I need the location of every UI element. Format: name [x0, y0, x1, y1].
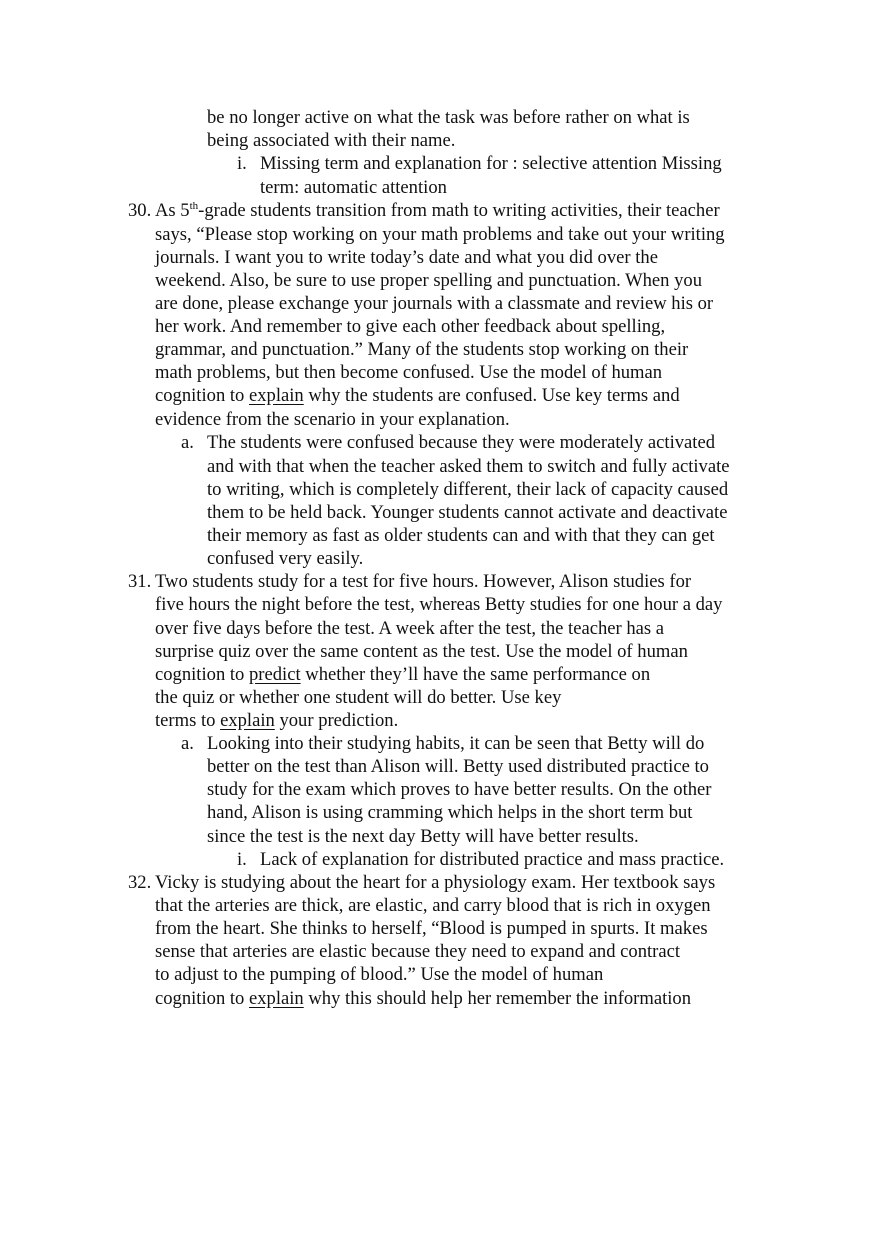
note-marker: i. [237, 153, 247, 174]
answer-line: them to be held back. Younger students cannot activate and deactivate [207, 502, 728, 523]
question-number: 30. [128, 200, 152, 221]
question-line: that the arteries are thick, are elastic, and carry blood that is rich in oxygen [155, 895, 711, 916]
answer-line: The students were confused because they were moderately activated [207, 432, 716, 453]
keyword-explain: explain [249, 988, 304, 1009]
question-line: are done, please exchange your journals with a classmate and review his or [155, 293, 714, 314]
answer-marker: a. [181, 432, 194, 453]
question-number: 31. [128, 571, 152, 592]
grader-note-line: term: automatic attention [260, 177, 447, 198]
answer-line: to writing, which is completely different, their lack of capacity caused [207, 479, 729, 500]
question-line: math problems, but then become confused. Use the model of human [155, 362, 663, 383]
note-marker: i. [237, 849, 247, 870]
answer-line: hand, Alison is using cramming which helps in the short term but [207, 802, 693, 823]
answer-line: since the test is the next day Betty will have better results. [207, 826, 639, 847]
question-line: cognition to predict whether they’ll have the same performance on [155, 664, 651, 685]
keyword-explain: explain [220, 710, 275, 731]
fragment-line: be no longer active on what the task was before rather on what is [207, 107, 690, 128]
question-line: Two students study for a test for five hours. However, Alison studies for [155, 571, 692, 592]
question-line: cognition to explain why this should help her remember the information [155, 988, 692, 1009]
question-line: five hours the night before the test, whereas Betty studies for one hour a day [155, 594, 723, 615]
question-line: over five days before the test. A week after the test, the teacher has a [155, 618, 665, 639]
question-line: from the heart. She thinks to herself, “Blood is pumped in spurts. It makes [155, 918, 708, 939]
keyword-explain: explain [249, 385, 304, 406]
keyword-predict: predict [249, 664, 301, 685]
question-line: sense that arteries are elastic because they need to expand and contract [155, 941, 681, 962]
answer-line: confused very easily. [207, 548, 364, 569]
answer-line: Looking into their studying habits, it can be seen that Betty will do [207, 733, 705, 754]
grader-note-line: Missing term and explanation for : selective attention Missing [260, 153, 722, 174]
question-line: grammar, and punctuation.” Many of the students stop working on their [155, 339, 689, 360]
fragment-line: being associated with their name. [207, 130, 456, 151]
answer-line: study for the exam which proves to have better results. On the other [207, 779, 712, 800]
question-line: the quiz or whether one student will do better. Use key [155, 687, 562, 708]
question-line: her work. And remember to give each other feedback about spelling, [155, 316, 666, 337]
answer-marker: a. [181, 733, 194, 754]
answer-line: better on the test than Alison will. Betty used distributed practice to [207, 756, 709, 777]
question-line: cognition to explain why the students are confused. Use key terms and [155, 385, 680, 406]
question-line: evidence from the scenario in your explanation. [155, 409, 510, 430]
question-line: As 5th-grade students transition from math to writing activities, their teacher [155, 200, 720, 221]
question-line: says, “Please stop working on your math problems and take out your writing [155, 224, 725, 245]
question-line: surprise quiz over the same content as the test. Use the model of human [155, 641, 688, 662]
question-line: Vicky is studying about the heart for a physiology exam. Her textbook says [155, 872, 716, 893]
answer-line: and with that when the teacher asked them to switch and fully activate [207, 456, 730, 477]
question-line: to adjust to the pumping of blood.” Use the model of human [155, 964, 604, 985]
answer-line: their memory as fast as older students can and with that they can get [207, 525, 715, 546]
grader-note-line: Lack of explanation for distributed practice and mass practice. [260, 849, 725, 870]
question-line: weekend. Also, be sure to use proper spelling and punctuation. When you [155, 270, 703, 291]
question-line: terms to explain your prediction. [155, 710, 399, 731]
question-number: 32. [128, 872, 152, 893]
question-line: journals. I want you to write today’s date and what you did over the [155, 247, 658, 268]
